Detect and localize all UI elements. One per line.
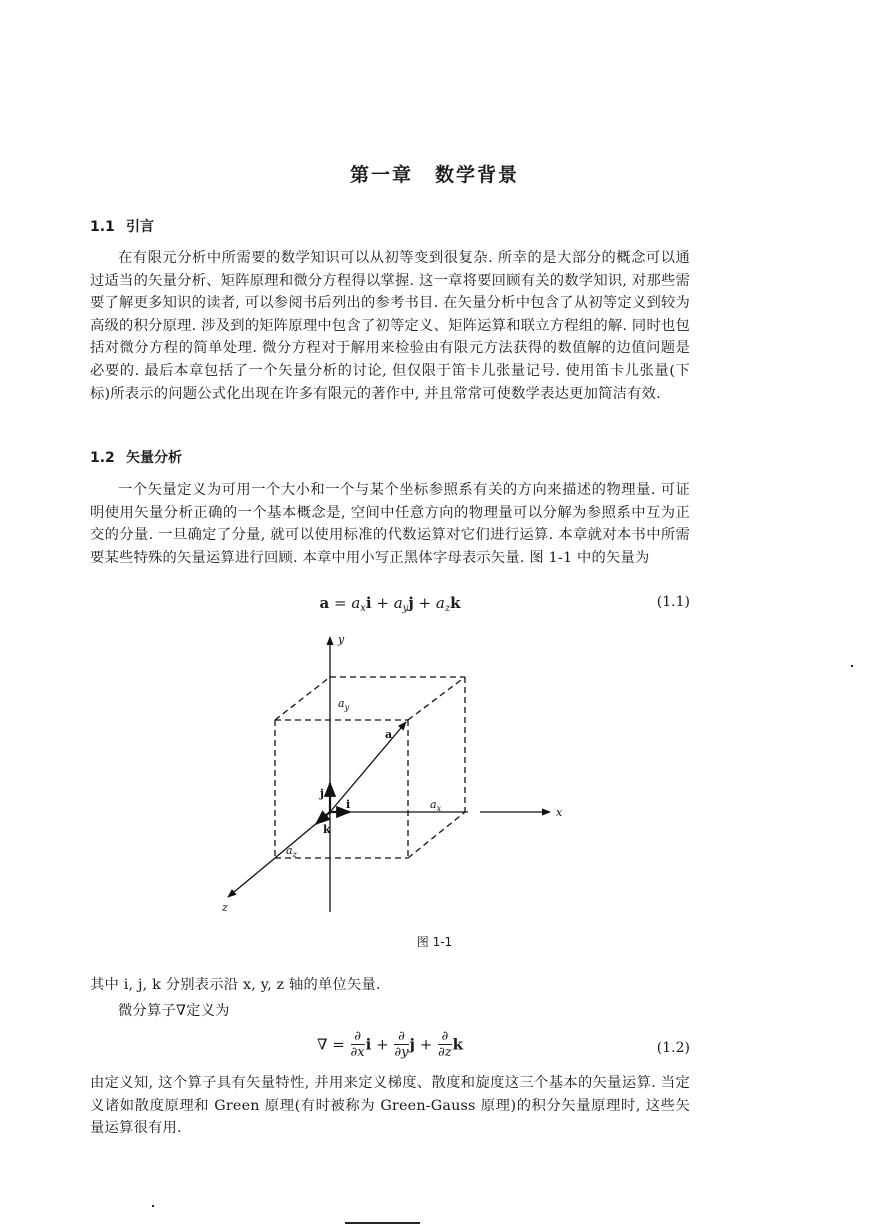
x-axis-label: x xyxy=(556,806,563,819)
section-heading-1-1 xyxy=(90,216,154,236)
vector-figure xyxy=(200,625,600,920)
equation-body: ∇ = $\frac{\partial}{\partial x}$ i + $\frac{\partial}{\partial y}$ j + $\frac{\partial}{\partial z}$ k xyxy=(316,1029,464,1060)
z-axis-arrow xyxy=(228,858,275,897)
equation-1-2 xyxy=(90,1030,690,1070)
section-heading-1-2 xyxy=(90,447,182,467)
scan-edge-mark xyxy=(345,1222,420,1224)
az-label: $a_z$ xyxy=(286,844,297,859)
z-axis-label: z xyxy=(222,901,228,914)
intro-paragraph: 在有限元分析中所需要的数学知识可以从初等变到很复杂. 所幸的是大部分的概念可以通过适当的矢量分析、矩阵原理和微分方程得以掌握. 这一章将要回顾有关的数学知识, 对那些需要了解更多知识的读者, 可以参阅书后列出的参考书目. 在矢量分析中包含了从初等定义到较为高级的积分原理. 涉及到的矩阵原理中包含了初等定义、矩阵运算和联立方程组的解. 同时也包括对微分方程的简单处理. 微分方程对于解用来检验由有限元方法获得的数值解的边值问题是必要的. 最后本章包括了一个矢量分析的讨论, 但仅限于笛卡儿张量记号. 使用笛卡儿张量(下标)所表示的问题公式化出现在许多有限元的著作中, 并且常常可使数学表达更加简洁有效. xyxy=(90,250,690,402)
vector-a-arrow xyxy=(330,722,406,812)
chapter-number: 第一章 xyxy=(349,164,413,186)
equation-number: (1.1) xyxy=(656,594,690,610)
vector-a-label: a xyxy=(385,728,393,741)
unit-k-label: k xyxy=(323,823,331,836)
equation-body: $a = a_xi + a_yj + a_zk$ xyxy=(319,594,461,614)
top-left-diagonal xyxy=(275,677,330,720)
equation-number: (1.2) xyxy=(656,1040,690,1056)
vector-definition-paragraph: 一个矢量定义为可用一个大小和一个与某个坐标参照系有关的方向来描述的物理量. 可证明使用矢量分析正确的一个基本概念是, 空间中任意方向的物理量可以分解为参照系中互为正交的分量. 一旦确定了分量, 就可以使用标准的代数运算对它们进行运算. 本章就对本书中所需要某些特殊的矢量运算进行回顾. 本章中用小写正黑体字母表示矢量. 图 1-1 中的矢量为 xyxy=(90,482,690,566)
y-axis-label: y xyxy=(338,633,345,646)
dashed-box xyxy=(275,677,465,858)
bottom-right-diagonal xyxy=(408,812,465,858)
top-right-diagonal xyxy=(408,677,465,720)
figure-caption: 图 1-1 xyxy=(416,935,453,949)
chapter-name: 数学背景 xyxy=(435,164,520,186)
del-properties-paragraph: 由定义知, 这个算子具有矢量特性, 并用来定义梯度、散度和旋度这三个基本的矢量运算. 当定义诸如散度原理和 Green 原理(有时被称为 Green-Gauss 原理)的积分矢量原理时, 这些矢量运算很有用. xyxy=(90,1075,690,1137)
scan-speck xyxy=(851,665,853,667)
scan-speck xyxy=(152,1205,154,1207)
del-intro-paragraph: 微分算子∇定义为 xyxy=(118,1003,230,1019)
section-number: 1.2 xyxy=(90,450,115,466)
section-number: 1.1 xyxy=(90,219,115,235)
section-title: 引言 xyxy=(126,219,154,235)
unit-i-label: i xyxy=(346,798,351,811)
ax-label: $a_x$ xyxy=(430,798,442,813)
unit-vectors-paragraph: 其中 i, j, k 分别表示沿 x, y, z 轴的单位矢量. xyxy=(90,977,381,993)
equation-1-1 xyxy=(90,594,690,624)
chapter-title xyxy=(0,160,869,187)
ay-label: $a_y$ xyxy=(338,697,350,712)
section-title: 矢量分析 xyxy=(126,450,182,466)
unit-j-label: j xyxy=(320,787,324,800)
